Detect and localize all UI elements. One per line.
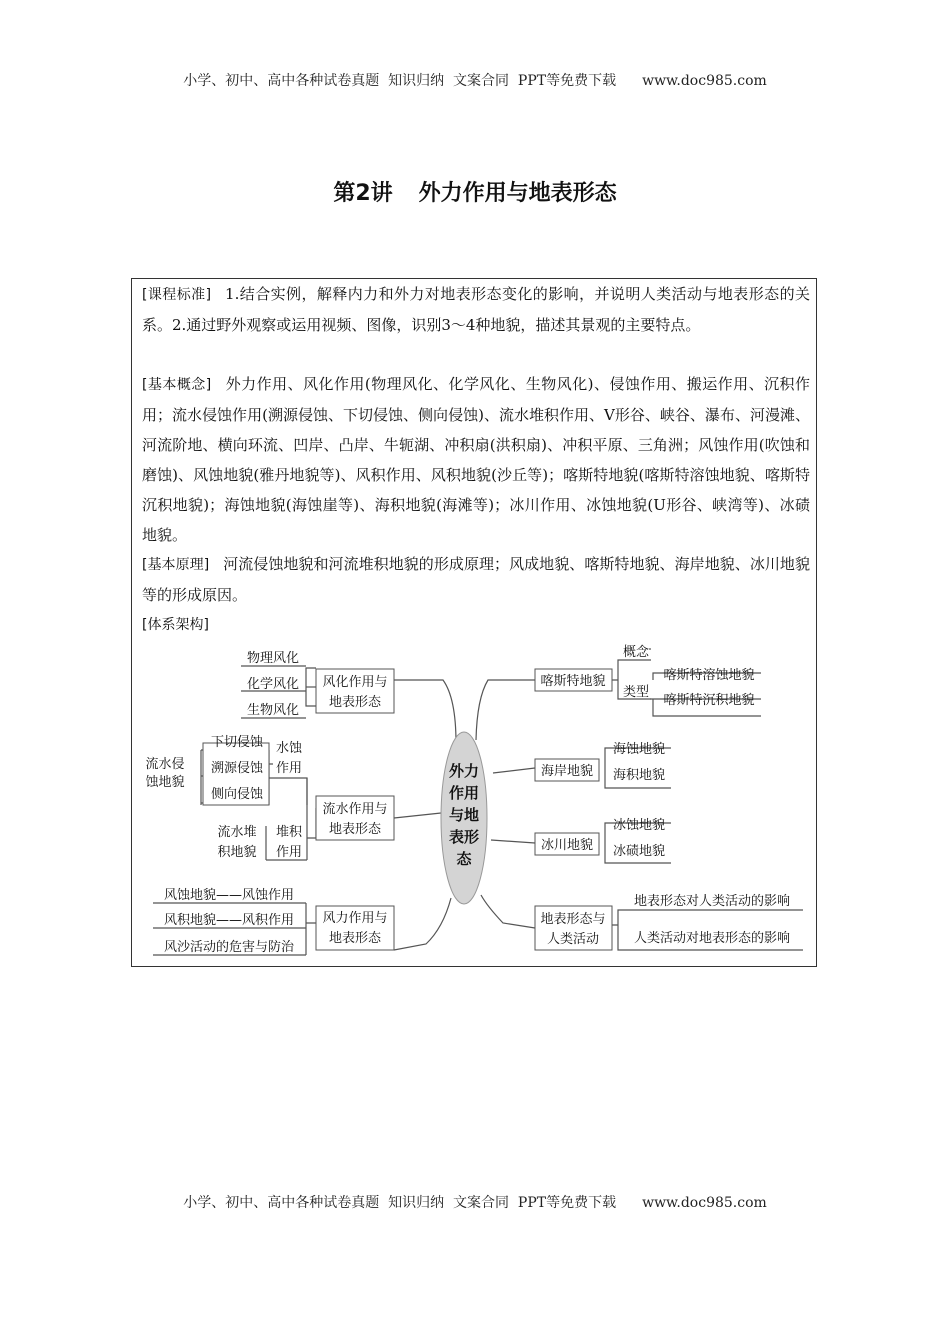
footer-text: 小学、初中、高中各种试卷真题 知识归纳 文案合同 PPT等免费下载 [183, 1195, 617, 1211]
coast-label: 海岸地貌 [540, 764, 594, 779]
center-line: 表形 [448, 828, 480, 846]
center-line: 外力 [448, 762, 480, 780]
glacier-item: 冰蚀地貌 [612, 818, 666, 833]
water-label: 流水作用与 [322, 802, 388, 817]
karst-type: 类型 [622, 685, 650, 700]
summary-box [131, 278, 817, 967]
deposit-action: 堆积 [275, 825, 303, 840]
erosion-group: 蚀地貌 [145, 775, 185, 790]
page-title [0, 176, 950, 207]
coast-item: 海积地貌 [612, 768, 666, 783]
weathering-label: 地表形态 [328, 695, 382, 710]
karst-label: 喀斯特地貌 [540, 674, 606, 689]
erosion-action: 作用 [275, 761, 303, 776]
deposit-group: 流水堆 [217, 825, 257, 840]
basic-principles-tag: [基本原理] [142, 557, 210, 573]
karst-type-item: 喀斯特沉积地貌 [663, 693, 755, 708]
wind-item: 风沙活动的危害与防治 [163, 940, 295, 955]
human-label: 地表形态与 [540, 912, 606, 927]
basic-concepts-text: 外力作用、风化作用(物理风化、化学风化、生物风化)、侵蚀作用、搬运作用、沉积作用；流水侵蚀作用(溯源侵蚀、下切侵蚀、侧向侵蚀)、流水堆积作用、V形谷、峡谷、瀑布、河漫滩、河流阶地、横向环流、凹岸、凸岸、牛轭湖、冲积扇(洪积扇)、冲积平原、三角洲；风蚀作用(吹蚀和磨蚀)、风蚀地貌(雅丹地貌等)、风积作用、风积地貌(沙丘等)；喀斯特地貌(喀斯特溶蚀地貌、喀斯特沉积地貌)；海蚀地貌(海蚀崖等)、海积地貌(海滩等)；冰川作用、冰蚀地貌(U形谷、峡湾等)、冰碛地貌。 [142, 375, 810, 544]
weathering-item: 生物风化 [246, 703, 300, 718]
lecture-topic: 外力作用与地表形态 [418, 181, 617, 206]
karst-concept: 概念 [622, 645, 650, 660]
human-item: 人类活动对地表形态的影响 [633, 931, 791, 946]
weathering-label: 风化作用与 [322, 675, 388, 690]
page-footer [0, 1192, 950, 1212]
human-label: 人类活动 [546, 932, 600, 947]
weathering-item: 化学风化 [246, 677, 300, 692]
coast-item: 海蚀地貌 [612, 742, 666, 757]
glacier-item: 冰碛地貌 [612, 844, 666, 859]
erosion-item: 下切侵蚀 [210, 735, 264, 750]
wind-item: 风蚀地貌——风蚀作用 [163, 888, 295, 903]
weathering-item: 物理风化 [246, 651, 300, 666]
center-line: 与地 [448, 806, 480, 824]
course-standard-text: 1.结合实例，解释内力和外力对地表形态变化的影响，并说明人类活动与地表形态的关系。2.通过野外观察或运用视频、图像，识别3～4种地貌，描述其景观的主要特点。 [142, 285, 810, 334]
header-url[interactable]: www.doc985.com [642, 73, 767, 89]
water-label: 地表形态 [328, 822, 382, 837]
center-line: 作用 [448, 784, 480, 802]
erosion-item: 侧向侵蚀 [210, 787, 264, 802]
karst-type-item: 喀斯特溶蚀地貌 [663, 668, 755, 683]
erosion-action: 水蚀 [275, 741, 303, 756]
header-text: 小学、初中、高中各种试卷真题 知识归纳 文案合同 PPT等免费下载 [183, 73, 617, 89]
deposit-group: 积地貌 [217, 845, 257, 860]
center-line: 态 [456, 850, 472, 868]
glacier-label: 冰川地貌 [540, 838, 594, 853]
basic-concepts-tag: [基本概念] [142, 377, 212, 393]
footer-url[interactable]: www.doc985.com [642, 1195, 767, 1211]
framework-tag: [体系架构] [142, 617, 209, 633]
human-item: 地表形态对人类活动的影响 [633, 894, 791, 909]
wind-item: 风积地貌——风积作用 [163, 913, 295, 928]
mindmap [131, 278, 817, 967]
page-header [0, 70, 950, 90]
erosion-item: 溯源侵蚀 [210, 761, 264, 776]
deposit-action: 作用 [275, 845, 303, 860]
erosion-group: 流水侵 [145, 757, 185, 772]
wind-label: 风力作用与 [322, 911, 388, 926]
basic-principles-text: 河流侵蚀地貌和河流堆积地貌的形成原理；风成地貌、喀斯特地貌、海岸地貌、冰川地貌等的形成原因。 [142, 555, 810, 604]
lecture-number: 第2讲 [333, 181, 393, 206]
wind-label: 地表形态 [328, 931, 382, 946]
course-standard-tag: [课程标准] [142, 287, 212, 303]
